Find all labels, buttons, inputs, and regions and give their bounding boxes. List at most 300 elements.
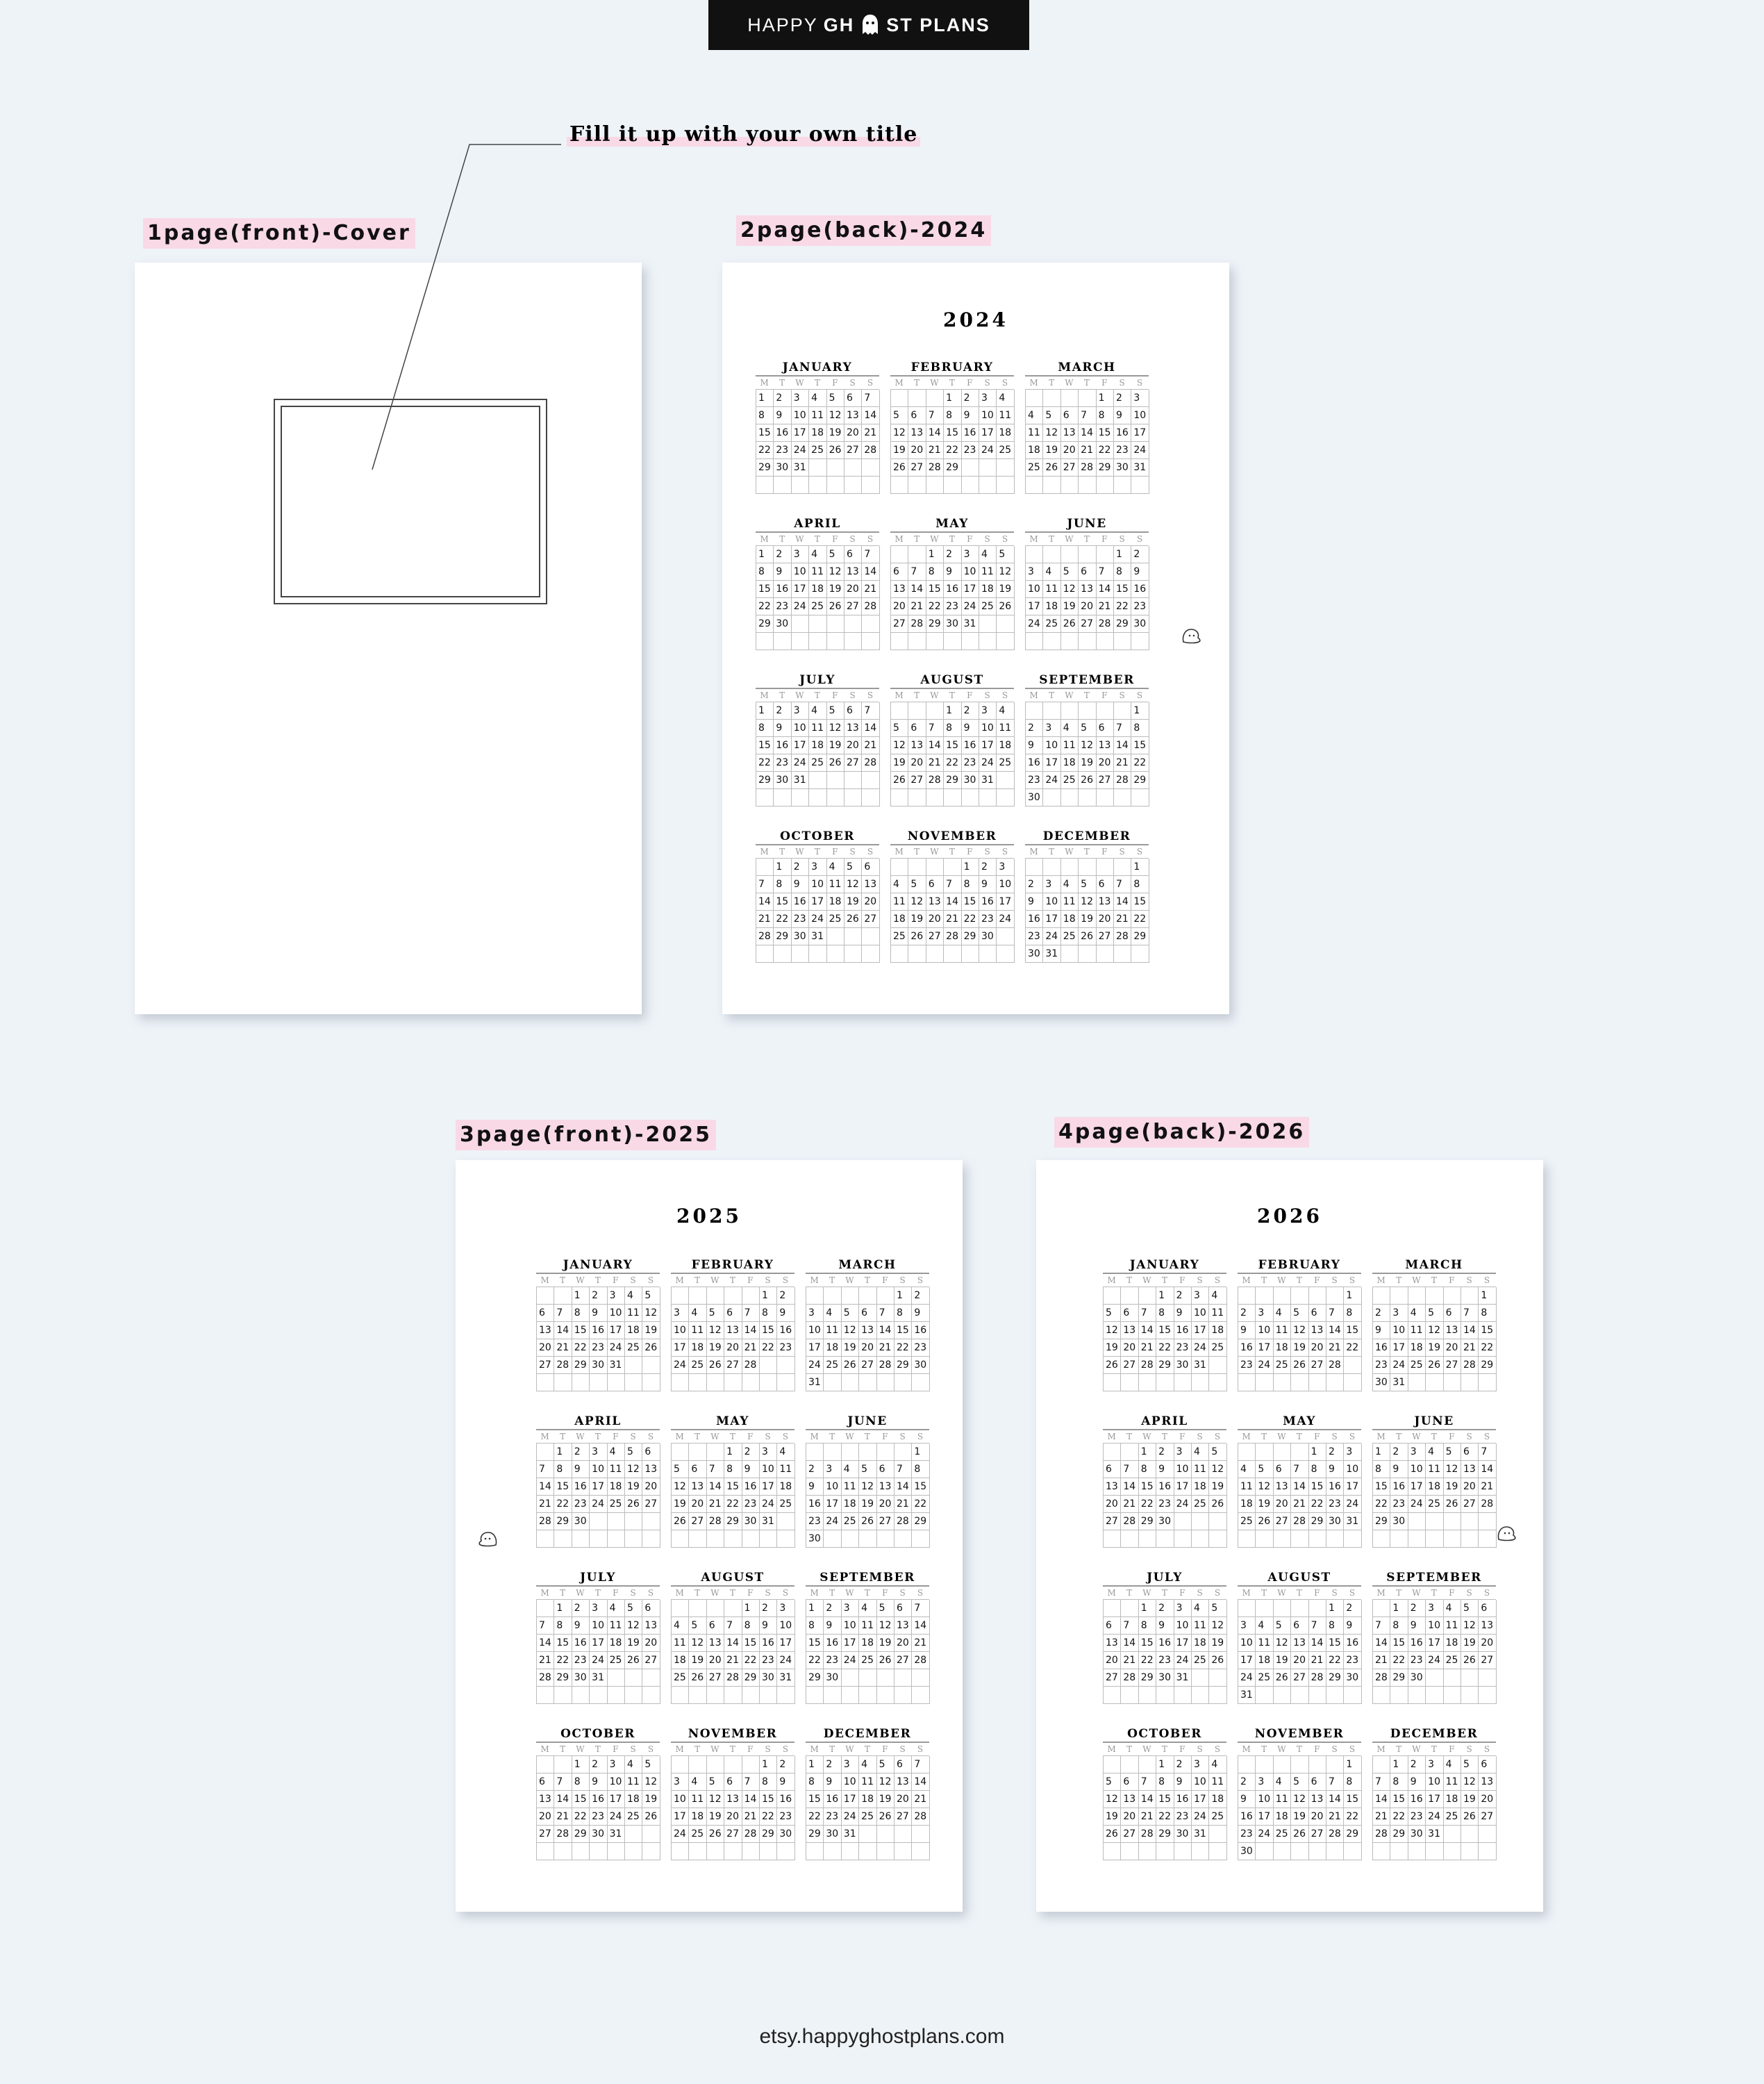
- weekday-label: W: [1412, 1744, 1421, 1754]
- day-cell: 18: [1444, 1635, 1461, 1652]
- day-cell: 22: [962, 911, 979, 928]
- day-cell: 4: [1026, 407, 1043, 424]
- day-cell: 23: [590, 1339, 607, 1357]
- day-cell: 31: [806, 1374, 824, 1391]
- weekday-label: S: [782, 1275, 789, 1285]
- day-cell: 18: [997, 737, 1014, 754]
- day-cell: 18: [1408, 1339, 1426, 1357]
- day-cell: [1104, 1444, 1121, 1461]
- day-cell: 22: [1114, 598, 1131, 615]
- day-cell: 25: [777, 1496, 794, 1513]
- day-cell: 22: [1131, 911, 1149, 928]
- day-cell: 15: [760, 1322, 777, 1339]
- day-cell: [1479, 1374, 1496, 1391]
- day-cell: [944, 859, 961, 876]
- day-cell: 28: [554, 1826, 572, 1843]
- day-cell: 17: [672, 1339, 689, 1357]
- day-cell: [1408, 1374, 1426, 1391]
- day-cell: 5: [827, 702, 844, 720]
- weekday-label: T: [949, 847, 955, 857]
- day-cell: [824, 1287, 841, 1305]
- day-cell: 29: [962, 928, 979, 945]
- day-cell: 11: [1274, 1791, 1291, 1808]
- day-cell: 12: [625, 1617, 642, 1635]
- weekday-label: T: [594, 1588, 601, 1598]
- day-cell: [997, 477, 1014, 494]
- day-cell: 10: [979, 407, 997, 424]
- day-cell: 25: [1408, 1357, 1426, 1374]
- day-cell: 10: [1238, 1635, 1256, 1652]
- day-cell: 17: [1344, 1478, 1361, 1496]
- month-block: [671, 1257, 794, 1391]
- day-cell: 22: [760, 1339, 777, 1357]
- weekday-label: S: [1001, 534, 1008, 544]
- day-cell: 22: [572, 1808, 590, 1826]
- day-cell: 20: [926, 911, 944, 928]
- day-cell: 7: [756, 876, 774, 893]
- day-cell: 7: [912, 1756, 929, 1773]
- weekday-label: S: [647, 1432, 654, 1441]
- day-cell: [842, 1843, 859, 1860]
- weekday-label: F: [967, 378, 973, 388]
- day-cell: [554, 1287, 572, 1305]
- day-cell: 28: [742, 1357, 760, 1374]
- day-cell: 10: [979, 720, 997, 737]
- day-cell: 9: [774, 720, 791, 737]
- day-cell: 17: [842, 1635, 859, 1652]
- day-cell: 26: [672, 1513, 689, 1530]
- weekday-label: F: [1314, 1432, 1320, 1441]
- day-cell: 10: [1192, 1305, 1209, 1322]
- day-cell: 23: [1326, 1496, 1344, 1513]
- day-cell: [1156, 1374, 1174, 1391]
- day-cell: [809, 945, 826, 963]
- day-cell: 6: [724, 1773, 742, 1791]
- day-cell: 22: [944, 754, 961, 772]
- day-cell: 22: [1139, 1652, 1156, 1669]
- day-cell: 14: [1139, 1322, 1156, 1339]
- day-cell: 20: [689, 1496, 706, 1513]
- month-name: AUGUST: [671, 1570, 794, 1587]
- day-cell: 6: [642, 1444, 660, 1461]
- weekday-label: T: [560, 1432, 566, 1441]
- day-cell: 12: [908, 893, 926, 911]
- day-cell: 5: [827, 546, 844, 563]
- day-cell: 30: [760, 1669, 777, 1687]
- day-cell: 2: [1373, 1305, 1390, 1322]
- day-cell: 14: [1309, 1635, 1326, 1652]
- day-cell: 16: [806, 1496, 824, 1513]
- day-cell: 10: [777, 1617, 794, 1635]
- day-cell: [642, 1374, 660, 1391]
- day-cell: 14: [1326, 1791, 1344, 1808]
- day-cell: 17: [824, 1496, 841, 1513]
- day-cell: 20: [1274, 1496, 1291, 1513]
- month-name: JANUARY: [536, 1257, 660, 1274]
- day-cell: 21: [742, 1339, 760, 1357]
- day-cell: [844, 772, 862, 789]
- day-cell: 22: [1097, 442, 1114, 459]
- weekday-label: S: [1331, 1432, 1338, 1441]
- day-cell: [756, 633, 774, 650]
- day-cell: [537, 1756, 554, 1773]
- month-name: AUGUST: [1238, 1570, 1361, 1587]
- day-cell: 21: [1461, 1339, 1479, 1357]
- day-cell: 12: [891, 737, 908, 754]
- day-cell: 12: [1079, 737, 1096, 754]
- day-cell: 24: [1043, 928, 1060, 945]
- day-cell: 10: [608, 1773, 625, 1791]
- weekday-label: M: [1029, 690, 1038, 700]
- month-block: [1103, 1257, 1226, 1391]
- weekday-label: T: [1296, 1588, 1302, 1598]
- day-cell: 2: [1131, 546, 1149, 563]
- day-cell: 24: [842, 1652, 859, 1669]
- day-cell: 29: [806, 1826, 824, 1843]
- month-block: [756, 360, 879, 494]
- weekday-label: T: [814, 690, 820, 700]
- day-cell: 17: [792, 737, 809, 754]
- day-cell: 24: [777, 1652, 794, 1669]
- weekday-label: T: [1083, 534, 1090, 544]
- day-cell: [1309, 1843, 1326, 1860]
- weekday-label: S: [1136, 690, 1143, 700]
- weekday-label: M: [810, 1432, 819, 1441]
- day-cell: 16: [1026, 911, 1043, 928]
- day-cell: 20: [877, 1496, 895, 1513]
- day-cell: 27: [891, 615, 908, 633]
- weekday-label: S: [1483, 1275, 1490, 1285]
- day-cell: 10: [672, 1791, 689, 1808]
- weekday-label: W: [845, 1744, 854, 1754]
- day-cell: 17: [1043, 754, 1060, 772]
- day-cell: [672, 1600, 689, 1617]
- day-grid: [1025, 858, 1149, 963]
- day-cell: 7: [554, 1305, 572, 1322]
- day-cell: 17: [1192, 1791, 1209, 1808]
- day-cell: 27: [895, 1652, 912, 1669]
- day-grid: [671, 1287, 794, 1391]
- day-cell: [842, 1444, 859, 1461]
- weekday-label: W: [845, 1588, 854, 1598]
- month-block: [1238, 1414, 1361, 1548]
- weekday-label: T: [694, 1744, 701, 1754]
- day-cell: 23: [590, 1808, 607, 1826]
- day-cell: 7: [1114, 720, 1131, 737]
- day-cell: 4: [1444, 1600, 1461, 1617]
- weekday-label: W: [795, 378, 804, 388]
- day-cell: 2: [1026, 720, 1043, 737]
- month-name: JANUARY: [1103, 1257, 1226, 1274]
- day-cell: [608, 1843, 625, 1860]
- day-cell: 2: [1026, 876, 1043, 893]
- day-cell: 19: [707, 1339, 724, 1357]
- day-cell: [891, 702, 908, 720]
- day-cell: 16: [824, 1791, 841, 1808]
- day-cell: 4: [842, 1461, 859, 1478]
- day-cell: 11: [1444, 1617, 1461, 1635]
- day-cell: 29: [554, 1513, 572, 1530]
- day-cell: 17: [1192, 1322, 1209, 1339]
- weekday-label: S: [1466, 1744, 1472, 1754]
- day-cell: [1026, 390, 1043, 407]
- weekday-header: [1103, 1274, 1226, 1287]
- weekday-label: M: [895, 690, 904, 700]
- day-cell: 30: [590, 1357, 607, 1374]
- day-cell: 19: [877, 1791, 895, 1808]
- weekday-label: F: [1314, 1275, 1320, 1285]
- day-cell: 21: [1309, 1652, 1326, 1669]
- day-cell: [1444, 1843, 1461, 1860]
- weekday-header: [1372, 1743, 1496, 1755]
- month-block: [536, 1726, 660, 1860]
- day-cell: 29: [1390, 1669, 1408, 1687]
- day-cell: 19: [1209, 1478, 1226, 1496]
- day-cell: 24: [806, 1357, 824, 1374]
- day-cell: 9: [824, 1773, 841, 1791]
- day-cell: 23: [774, 598, 791, 615]
- day-cell: 13: [926, 893, 944, 911]
- day-cell: 13: [642, 1617, 660, 1635]
- day-cell: [590, 1530, 607, 1548]
- day-cell: 29: [926, 615, 944, 633]
- day-cell: 2: [1156, 1600, 1174, 1617]
- day-cell: 5: [1079, 720, 1096, 737]
- day-cell: [742, 1843, 760, 1860]
- day-cell: 10: [1026, 581, 1043, 598]
- day-cell: 12: [1043, 424, 1060, 442]
- day-cell: 15: [572, 1791, 590, 1808]
- day-cell: [1461, 1843, 1479, 1860]
- day-cell: 7: [537, 1617, 554, 1635]
- month-name: MAY: [1238, 1414, 1361, 1430]
- weekday-label: M: [540, 1275, 549, 1285]
- calendar-page-2026: [1036, 1160, 1543, 1912]
- day-cell: 7: [908, 563, 926, 581]
- day-cell: 14: [926, 737, 944, 754]
- day-cell: 25: [1426, 1496, 1443, 1513]
- day-grid: [536, 1443, 660, 1548]
- weekday-label: M: [1242, 1275, 1251, 1285]
- day-cell: 25: [625, 1808, 642, 1826]
- brand-text-2: GH: [823, 14, 855, 35]
- day-cell: 8: [912, 1461, 929, 1478]
- day-cell: 11: [1408, 1322, 1426, 1339]
- day-cell: 1: [1156, 1756, 1174, 1773]
- day-cell: [1408, 1513, 1426, 1530]
- day-cell: 22: [742, 1652, 760, 1669]
- day-cell: [1097, 633, 1114, 650]
- day-cell: 22: [756, 442, 774, 459]
- day-cell: 11: [1256, 1635, 1273, 1652]
- month-name: AUGUST: [890, 672, 1014, 689]
- day-cell: 26: [1274, 1669, 1291, 1687]
- day-cell: 1: [806, 1600, 824, 1617]
- weekday-label: S: [647, 1744, 654, 1754]
- weekday-label: W: [1142, 1275, 1151, 1285]
- day-cell: 12: [891, 424, 908, 442]
- day-cell: [944, 789, 961, 807]
- day-cell: [1274, 1600, 1291, 1617]
- day-cell: [979, 477, 997, 494]
- day-cell: 6: [689, 1461, 706, 1478]
- day-cell: 30: [1026, 789, 1043, 807]
- day-cell: 29: [1131, 772, 1149, 789]
- day-cell: 29: [756, 772, 774, 789]
- day-cell: 26: [707, 1357, 724, 1374]
- day-cell: 5: [1043, 407, 1060, 424]
- day-cell: 4: [859, 1756, 876, 1773]
- day-cell: [554, 1530, 572, 1548]
- day-cell: 25: [891, 928, 908, 945]
- weekday-label: M: [1376, 1275, 1386, 1285]
- weekday-label: T: [779, 534, 785, 544]
- day-cell: [859, 1530, 876, 1548]
- day-cell: 31: [1238, 1687, 1256, 1704]
- day-grid: [1103, 1287, 1226, 1391]
- day-cell: 1: [756, 390, 774, 407]
- weekday-label: M: [1242, 1432, 1251, 1441]
- weekday-header: [671, 1587, 794, 1599]
- day-cell: [1291, 1374, 1308, 1391]
- day-cell: [1121, 1687, 1138, 1704]
- weekday-label: T: [829, 1744, 835, 1754]
- day-cell: 27: [537, 1357, 554, 1374]
- weekday-label: F: [1449, 1275, 1455, 1285]
- day-cell: 14: [1461, 1322, 1479, 1339]
- day-cell: 26: [1061, 615, 1079, 633]
- weekday-header: [890, 377, 1014, 389]
- day-cell: 25: [608, 1652, 625, 1669]
- day-cell: 3: [842, 1756, 859, 1773]
- day-cell: [760, 1357, 777, 1374]
- month-name: DECEMBER: [806, 1726, 929, 1743]
- weekday-label: S: [1136, 378, 1143, 388]
- day-cell: 17: [979, 737, 997, 754]
- month-name: OCTOBER: [536, 1726, 660, 1743]
- day-cell: 7: [1461, 1305, 1479, 1322]
- day-cell: [842, 1530, 859, 1548]
- day-cell: 11: [689, 1791, 706, 1808]
- day-cell: 22: [1373, 1496, 1390, 1513]
- day-cell: [1139, 1530, 1156, 1548]
- day-cell: 12: [1291, 1791, 1308, 1808]
- day-cell: [1461, 1530, 1479, 1548]
- weekday-label: W: [1277, 1275, 1286, 1285]
- day-cell: 27: [1104, 1669, 1121, 1687]
- day-cell: [724, 1374, 742, 1391]
- day-cell: 24: [1256, 1357, 1273, 1374]
- day-cell: 24: [1408, 1496, 1426, 1513]
- day-cell: 9: [1026, 737, 1043, 754]
- day-cell: 25: [689, 1826, 706, 1843]
- day-cell: 25: [1444, 1808, 1461, 1826]
- day-cell: 7: [862, 702, 879, 720]
- day-cell: [608, 1530, 625, 1548]
- day-cell: [792, 633, 809, 650]
- day-cell: [1131, 633, 1149, 650]
- day-cell: 11: [1192, 1617, 1209, 1635]
- day-cell: 26: [1209, 1496, 1226, 1513]
- day-grid: [890, 389, 1014, 494]
- day-cell: [537, 1843, 554, 1860]
- day-cell: [979, 459, 997, 477]
- day-cell: 27: [1291, 1669, 1308, 1687]
- weekday-label: S: [765, 1744, 771, 1754]
- day-cell: 14: [1373, 1791, 1390, 1808]
- day-cell: 30: [912, 1357, 929, 1374]
- day-cell: 14: [756, 893, 774, 911]
- weekday-label: S: [849, 847, 856, 857]
- day-cell: 11: [859, 1773, 876, 1791]
- day-cell: [537, 1374, 554, 1391]
- month-name: MARCH: [806, 1257, 929, 1274]
- day-cell: 30: [1114, 459, 1131, 477]
- day-cell: 3: [979, 702, 997, 720]
- day-cell: [1104, 1287, 1121, 1305]
- day-cell: [1114, 477, 1131, 494]
- day-cell: 3: [608, 1756, 625, 1773]
- day-cell: 18: [625, 1791, 642, 1808]
- day-cell: 16: [1174, 1322, 1192, 1339]
- day-cell: 26: [689, 1669, 706, 1687]
- weekday-label: M: [895, 534, 904, 544]
- day-cell: 20: [1309, 1808, 1326, 1826]
- weekday-header: [536, 1430, 660, 1443]
- month-name: FEBRUARY: [671, 1257, 794, 1274]
- day-cell: 8: [554, 1461, 572, 1478]
- weekday-label: S: [1349, 1588, 1356, 1598]
- day-grid: [536, 1755, 660, 1860]
- day-grid: [1238, 1755, 1361, 1860]
- weekday-label: T: [864, 1275, 870, 1285]
- day-cell: 8: [1309, 1461, 1326, 1478]
- day-cell: 17: [979, 424, 997, 442]
- weekday-label: W: [1412, 1275, 1421, 1285]
- day-cell: 5: [642, 1756, 660, 1773]
- day-cell: 27: [1097, 928, 1114, 945]
- day-cell: [908, 546, 926, 563]
- day-cell: 25: [1209, 1339, 1226, 1357]
- day-cell: 1: [774, 859, 791, 876]
- month-block: [1103, 1570, 1226, 1704]
- day-cell: 31: [842, 1826, 859, 1843]
- day-cell: 17: [1043, 911, 1060, 928]
- day-cell: [1479, 1669, 1496, 1687]
- day-cell: 24: [672, 1826, 689, 1843]
- weekday-label: M: [675, 1744, 684, 1754]
- weekday-label: T: [814, 378, 820, 388]
- day-cell: 15: [724, 1478, 742, 1496]
- day-cell: 30: [774, 772, 791, 789]
- day-cell: [642, 1669, 660, 1687]
- weekday-label: S: [899, 1432, 906, 1441]
- month-block: [1372, 1414, 1496, 1548]
- weekday-label: S: [647, 1588, 654, 1598]
- day-cell: 5: [877, 1756, 895, 1773]
- day-cell: 29: [756, 615, 774, 633]
- weekday-label: M: [1376, 1744, 1386, 1754]
- day-cell: [642, 1530, 660, 1548]
- day-cell: [1174, 1843, 1192, 1860]
- day-cell: [625, 1687, 642, 1704]
- day-cell: [1104, 1374, 1121, 1391]
- day-cell: 3: [1192, 1287, 1209, 1305]
- weekday-header: [671, 1743, 794, 1755]
- day-cell: [912, 1843, 929, 1860]
- day-cell: [1238, 1444, 1256, 1461]
- day-cell: [1344, 1374, 1361, 1391]
